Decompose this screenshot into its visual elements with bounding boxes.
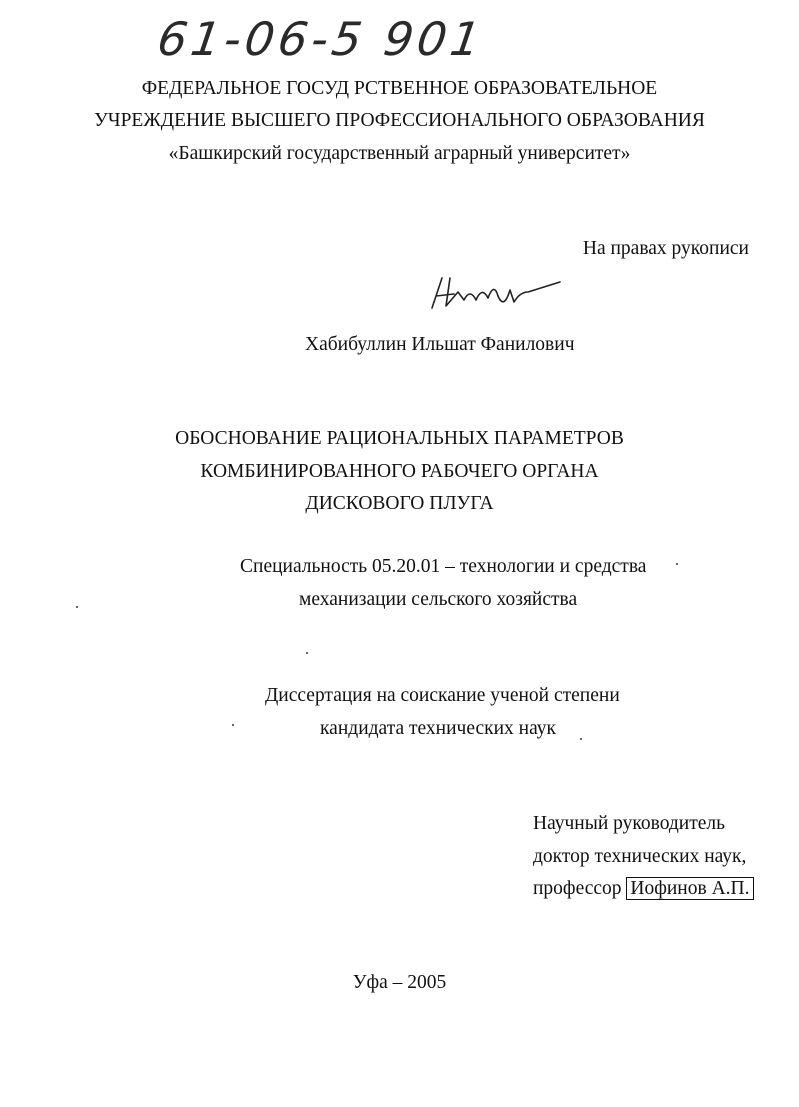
author-name: Хабибуллин Ильшат Фанилович (305, 334, 575, 355)
scan-speck (232, 724, 234, 726)
scan-speck (676, 563, 678, 565)
title-line-3: ДИСКОВОГО ПЛУГА (305, 493, 494, 514)
header-line-2: УЧРЕЖДЕНИЕ ВЫСШЕГО ПРОФЕССИОНАЛЬНОГО ОБРАЗОВАНИЯ (94, 110, 705, 131)
specialty-line-2: механизации сельского хозяйства (299, 589, 578, 610)
handwritten-number: 61-06-5 901 (154, 12, 488, 66)
supervisor-line-3 (533, 878, 754, 900)
dissertation-line-1: Диссертация на соискание ученой степени (265, 685, 620, 706)
supervisor-line-2: доктор технических наук, (533, 846, 747, 867)
scan-speck (76, 606, 78, 608)
header-line-3: «Башкирский государственный аграрный университет» (168, 143, 631, 164)
scan-speck (306, 652, 308, 654)
city-year: Уфа – 2005 (352, 972, 447, 993)
title-line-2: КОМБИНИРОВАННОГО РАБОЧЕГО ОРГАНА (200, 461, 599, 482)
supervisor-name-box: Иофинов А.П. (626, 877, 753, 900)
header-line-1: ФЕДЕРАЛЬНОЕ ГОСУД РСТВЕННОЕ ОБРАЗОВАТЕЛЬНОЕ (141, 78, 658, 99)
dissertation-line-2: кандидата технических наук (320, 718, 556, 739)
signature-icon (424, 270, 564, 315)
rights-notice: На правах рукописи (582, 238, 749, 259)
scan-speck (580, 738, 582, 740)
supervisor-prefix: профессор (533, 878, 622, 899)
title-line-1: ОБОСНОВАНИЕ РАЦИОНАЛЬНЫХ ПАРАМЕТРОВ (175, 428, 624, 449)
specialty-line-1: Специальность 05.20.01 – технологии и средства (240, 556, 647, 577)
supervisor-line-1: Научный руководитель (533, 813, 726, 834)
